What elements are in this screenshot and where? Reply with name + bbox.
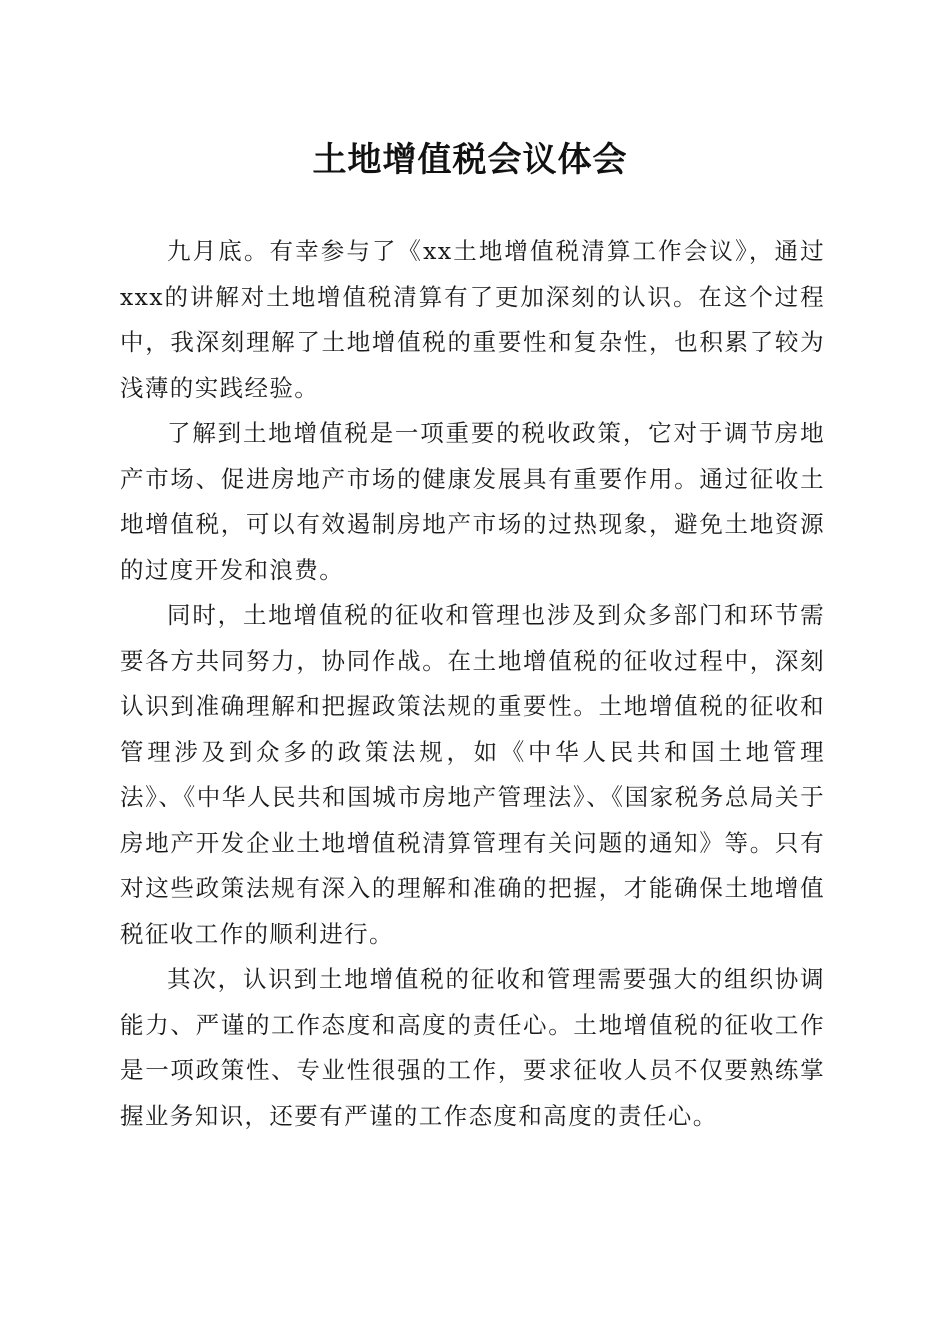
document-body — [120, 229, 825, 1139]
document-title: 土地增值税会议体会 — [312, 140, 628, 180]
paragraph-3: 同时，土地增值税的征收和管理也涉及到众多部门和环节需要各方共同努力，协同作战。在土地增值税的征收过程中，深刻认识到准确理解和把握政策法规的重要性。土地增值税的征收和管理涉及到众多的政策法规，如《中华人民共和国土地管理法》、《中华人民共和国城市房地产管理法》、《国家税务总局关于房地产开发企业土地增值税清算管理有关问题的通知》等。只有对这些政策法规有深入的理解和准确的把握，才能确保土地增值税征收工作的顺利进行。 — [120, 601, 825, 948]
paragraph-2: 了解到土地增值税是一项重要的税收政策，它对于调节房地产市场、促进房地产市场的健康发展具有重要作用。通过征收土地增值税，可以有效遏制房地产市场的过热现象，避免土地资源的过度开发和浪费。 — [120, 419, 825, 584]
paragraph-4: 其次，认识到土地增值税的征收和管理需要强大的组织协调能力、严谨的工作态度和高度的责任心。土地增值税的征收工作是一项政策性、专业性很强的工作，要求征收人员不仅要熟练掌握业务知识，还要有严谨的工作态度和高度的责任心。 — [120, 965, 825, 1130]
paragraph-1: 九月底。有幸参与了《xx土地增值税清算工作会议》，通过xxx的讲解对土地增值税清算有了更加深刻的认识。在这个过程中，我深刻理解了土地增值税的重要性和复杂性，也积累了较为浅薄的实践经验。 — [120, 237, 825, 402]
